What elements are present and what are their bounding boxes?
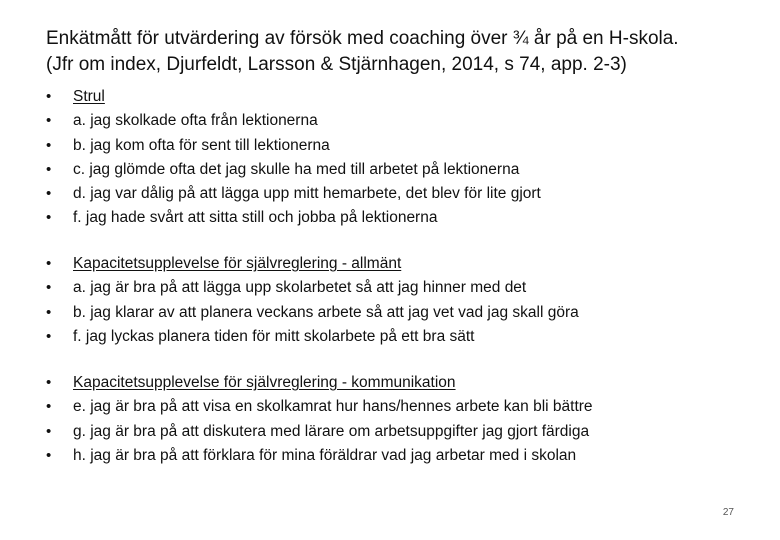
bullet-icon: • (46, 398, 52, 416)
section-heading (46, 252, 746, 276)
bullet-icon: • (46, 112, 52, 130)
list-item-text: a. jag skolkade ofta från lektionerna (73, 112, 318, 130)
bullet-icon: • (46, 303, 52, 321)
list-item-text: d. jag var dålig på att lägga upp mitt hemarbete, det blev för lite gjort (73, 185, 541, 203)
slide-title-line-1: Enkätmått för utvärdering av försök med coaching över ¾ år på en H-skola. (46, 28, 679, 49)
list-item-text: g. jag är bra på att diskutera med lärare om arbetsuppgifter jag gjort färdiga (73, 422, 590, 440)
bullet-icon: • (46, 279, 52, 297)
list-item-text: c. jag glömde ofta det jag skulle ha med till arbetet på lektionerna (73, 160, 520, 178)
list-item (46, 109, 746, 133)
list-item (46, 206, 746, 230)
section-strul (46, 85, 746, 231)
bullet-icon: • (46, 160, 52, 178)
section-heading (46, 371, 746, 395)
list-item (46, 444, 746, 468)
list-item (46, 158, 746, 182)
section-kapacitet-kommunikation (46, 371, 746, 468)
list-item (46, 134, 746, 158)
list-item-text: a. jag är bra på att lägga upp skolarbetet så att jag hinner med det (73, 279, 527, 297)
list-item (46, 182, 746, 206)
bullet-icon: • (46, 136, 52, 154)
section-heading-text: Kapacitetsupplevelse för självreglering - kommunikation (73, 374, 456, 391)
bullet-icon: • (46, 88, 52, 105)
bullet-icon: • (46, 255, 52, 272)
bullet-icon: • (46, 374, 52, 391)
section-heading-text: Kapacitetsupplevelse för självreglering - allmänt (73, 255, 402, 272)
list-item-text: f. jag hade svårt att sitta still och jobba på lektionerna (73, 209, 438, 227)
bullet-icon: • (46, 446, 52, 464)
bullet-icon: • (46, 209, 52, 227)
bullet-icon: • (46, 422, 52, 440)
list-item-text: e. jag är bra på att visa en skolkamrat hur hans/hennes arbete kan bli bättre (73, 398, 593, 416)
list-item (46, 276, 746, 300)
list-item (46, 325, 746, 349)
bullet-icon: • (46, 185, 52, 203)
bullet-icon: • (46, 327, 52, 345)
list-item (46, 420, 746, 444)
list-item-text: b. jag kom ofta för sent till lektionerna (73, 136, 330, 154)
section-kapacitet-allmant (46, 252, 746, 349)
slide-title-line-2: (Jfr om index, Djurfeldt, Larsson & Stjärnhagen, 2014, s 74, app. 2-3) (46, 54, 627, 75)
section-heading (46, 85, 746, 109)
slide-title (46, 26, 746, 78)
list-item-text: h. jag är bra på att förklara för mina föräldrar vad jag arbetar med i skolan (73, 446, 577, 464)
list-item (46, 301, 746, 325)
page-number: 27 (722, 507, 734, 518)
section-heading-text: Strul (73, 88, 105, 105)
list-item-text: b. jag klarar av att planera veckans arbete så att jag vet vad jag skall göra (73, 303, 579, 321)
list-item-text: f. jag lyckas planera tiden för mitt skolarbete på ett bra sätt (73, 327, 475, 345)
list-item (46, 395, 746, 419)
